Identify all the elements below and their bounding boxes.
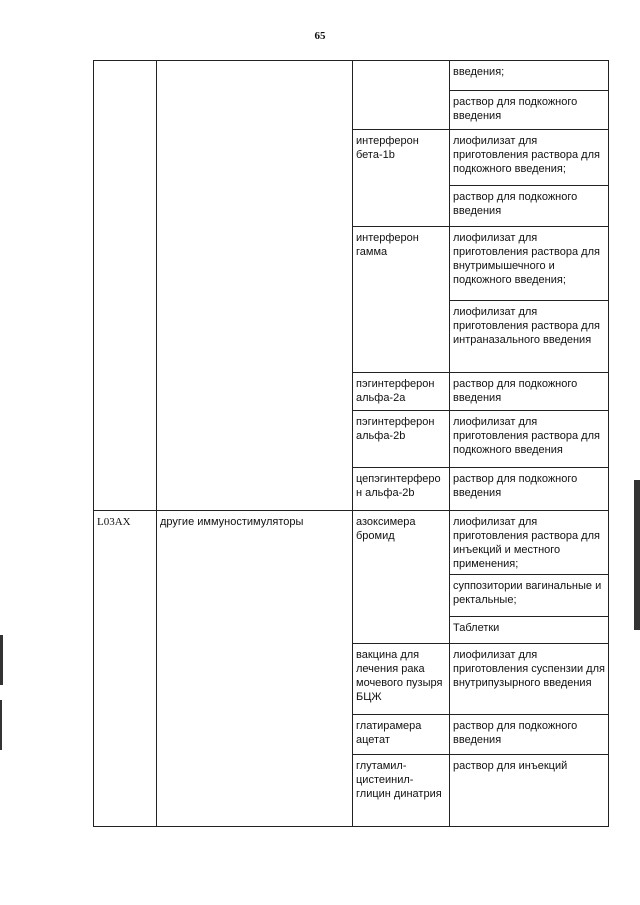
drug-name-cell: пэгинтерферон альфа-2b	[353, 411, 450, 468]
dosage-form-cell: раствор для подкожного введения	[450, 91, 609, 130]
atc-group-cell: другие иммуностимуляторы	[157, 511, 353, 827]
drug-name-cell: глутамил-цистеинил-глицин динатрия	[353, 755, 450, 827]
table-row	[94, 511, 609, 575]
dosage-form-cell: раствор для инъекций	[450, 755, 609, 827]
dosage-form-cell: раствор для подкожного введения	[450, 468, 609, 511]
dosage-form-cell: раствор для подкожного введения	[450, 186, 609, 227]
drug-name-cell: глатирамера ацетат	[353, 715, 450, 755]
dosage-form-cell: введения;	[450, 61, 609, 91]
drug-name-cell	[353, 61, 450, 130]
dosage-form-cell: Таблетки	[450, 617, 609, 644]
dosage-form-cell: суппозитории вагинальные и ректальные;	[450, 575, 609, 617]
dosage-form-cell: лиофилизат для приготовления раствора для интраназального введения	[450, 301, 609, 373]
atc-code-cell: L03AX	[94, 511, 157, 827]
drug-name-cell: интерферон гамма	[353, 227, 450, 373]
atc-group-cell	[157, 61, 353, 511]
scan-edge-mark	[0, 700, 2, 750]
dosage-form-cell: лиофилизат для приготовления раствора для подкожного введения;	[450, 130, 609, 186]
scan-edge-mark	[0, 635, 3, 685]
drug-name-cell: пэгинтерферон альфа-2a	[353, 373, 450, 411]
dosage-form-cell: лиофилизат для приготовления раствора для внутримышечного и подкожного введения;	[450, 227, 609, 301]
medication-table	[93, 60, 609, 827]
dosage-form-cell: лиофилизат для приготовления раствора для инъекций и местного применения;	[450, 511, 609, 575]
dosage-form-cell: лиофилизат для приготовления суспензии для внутрипузырного введения	[450, 644, 609, 715]
table-row	[94, 61, 609, 91]
atc-code-cell	[94, 61, 157, 511]
drug-name-cell: азоксимера бромид	[353, 511, 450, 644]
dosage-form-cell: лиофилизат для приготовления раствора для подкожного введения	[450, 411, 609, 468]
dosage-form-cell: раствор для подкожного введения	[450, 715, 609, 755]
page-number: 65	[314, 30, 326, 42]
dosage-form-cell: раствор для подкожного введения	[450, 373, 609, 411]
drug-name-cell: цепэгинтерферо н альфа-2b	[353, 468, 450, 511]
drug-name-cell: вакцина для лечения рака мочевого пузыря БЦЖ	[353, 644, 450, 715]
drug-name-cell: интерферон бета-1b	[353, 130, 450, 227]
scan-edge-mark	[634, 480, 640, 630]
